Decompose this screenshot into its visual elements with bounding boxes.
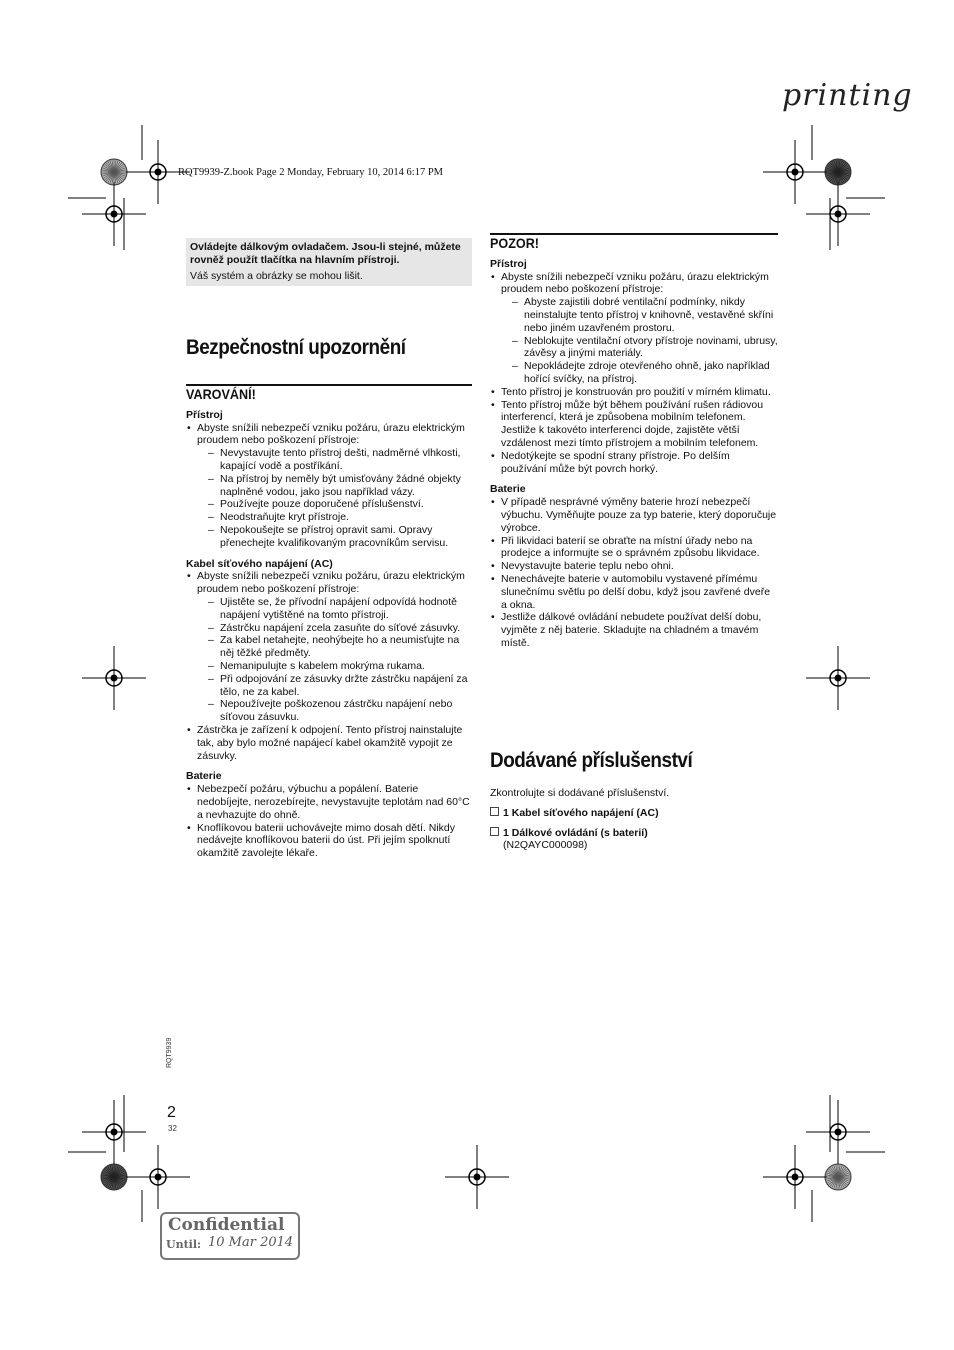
stamp-title: Confidential (168, 1215, 285, 1235)
dash-item: – Nepokoušejte se přístroj opravit sami. Opravy přenechejte kvalifikovaným pracovníkům servisu. (197, 524, 472, 550)
warning-groups (186, 409, 472, 860)
dash-item: – Zástrčku napájení zcela zasuňte do síťové zásuvky. (197, 622, 472, 635)
bullet-item (490, 399, 778, 450)
bullet-text: Nedotýkejte se spodní strany přístroje. Po delším používání může být povrch horký. (501, 449, 730, 475)
warning-section (186, 384, 472, 860)
bullet-item (490, 560, 778, 573)
registration-dot (111, 211, 118, 218)
caution-section (490, 233, 778, 650)
accessory-note: (N2QAYC000098) (503, 839, 588, 852)
bullet-text: V případě nesprávné výměny baterie hrozí nebezpečí výbuchu. Vyměňujte pouze za typ baterie, který doporučuje výrobce. (501, 496, 777, 534)
dash-item: – Neodstraňujte kryt přístroje. (197, 511, 472, 524)
registration-dot (835, 675, 842, 682)
dash-item: – Nemanipulujte s kabelem mokrýma rukama. (197, 660, 472, 673)
bullet-text: Tento přístroj je konstruován pro použití v mírném klimatu. (501, 385, 771, 398)
bullet-item (186, 422, 472, 550)
bullet-list (490, 496, 778, 650)
dash-item: – Za kabel netahejte, neohýbejte ho a neumisťujte na něj těžké předměty. (197, 634, 472, 660)
accessories-title: Dodávané příslušenství (490, 749, 693, 772)
bullet-text: Jestliže dálkové ovládání nebudete používat delší dobu, vyjměte z něj baterie. Skladujte na chladném a tmavém místě. (501, 611, 762, 649)
bullet-text: Abyste snížili nebezpečí vzniku požáru, úrazu elektrickým proudem nebo poškození přístroje: (197, 570, 465, 596)
bullet-item (490, 450, 778, 476)
bullet-item (186, 724, 472, 762)
accessories-list (490, 787, 778, 852)
checkbox-icon (490, 827, 499, 836)
registration-dot (792, 169, 799, 176)
subheading: Kabel síťového napájení (AC) (186, 557, 333, 570)
bullet-text: Tento přístroj může být během používání rušen rádiovou interferencí, která je způsobena mobilním telefonem. Jestliže k takovéto interferenci dojde, zajistěte větší vzdálenost mezi tímto přístrojem a mobilním telefonem. (501, 398, 764, 449)
bullet-text: Zástrčka je zařízení k odpojení. Tento přístroj nainstalujte tak, aby bylo možné napájecí kabel okamžitě vypojit ze zásuvky. (197, 723, 463, 762)
registration-dot (792, 1174, 799, 1181)
page-number: 2 (167, 1104, 176, 1121)
bullet-list (490, 271, 778, 476)
bullet-item (490, 271, 778, 386)
operation-note (186, 238, 472, 286)
bullet-text: Nevystavujte baterie teplu nebo ohni. (501, 560, 674, 573)
bullet-item (186, 783, 472, 821)
bullet-item (490, 611, 778, 649)
subheading: Přístroj (186, 408, 223, 421)
printing-label: printing (782, 78, 913, 113)
note-bold: Ovládejte dálkovým ovladačem. Jsou-li stejné, můžete rovněž použít tlačítka na hlavním přístroji. (190, 241, 461, 266)
side-code: RQT9939 (166, 1037, 173, 1068)
bullet-item (490, 573, 778, 611)
accessory-item (490, 827, 778, 853)
registration-dot (155, 169, 162, 176)
accessory-label: 1 Dálkové ovládání (s baterií) (503, 826, 648, 839)
subheading: Baterie (186, 770, 222, 783)
accessory-item (490, 807, 778, 820)
bullet-item (490, 386, 778, 399)
page-sub-number: 32 (168, 1124, 177, 1133)
registration-dot (835, 1129, 842, 1136)
dash-item: – Používejte pouze doporučené příslušenství. (197, 498, 472, 511)
dash-item: – Abyste zajistili dobré ventilační podmínky, nikdy neinstalujte tento přístroj v knihovně, vestavěné skříni nebo jiném uzavřeném prostoru. (501, 296, 778, 334)
bullet-item (186, 822, 472, 860)
registration-dot (111, 1129, 118, 1136)
dash-item: – Ujistěte se, že přívodní napájení odpovídá hodnotě napájení vytištěné na tomto přístroji. (197, 596, 472, 622)
bullet-item (490, 496, 778, 534)
bullet-list (186, 783, 472, 860)
warning-heading: VAROVÁNÍ! (186, 386, 256, 402)
bullet-item (490, 535, 778, 561)
bullet-text: Při likvidaci baterií se obraťte na místní úřady nebo na prodejce a informujte se o správném způsobu likvidace. (501, 534, 760, 560)
checkbox-icon (490, 807, 499, 816)
safety-title: Bezpečnostní upozornění (186, 336, 406, 359)
registration-dot (474, 1174, 481, 1181)
registration-dot (155, 1174, 162, 1181)
caution-heading: POZOR! (490, 235, 540, 251)
bullet-text: Nenechávejte baterie v automobilu vystavené přímému slunečnímu světlu po delší dobu, když jsou zavřené dveře a okna. (501, 572, 771, 611)
dash-item: – Nevystavujte tento přístroj dešti, nadměrné vlhkosti, kapající vodě a postříkání. (197, 447, 472, 473)
bullet-text: Abyste snížili nebezpečí vzniku požáru, úrazu elektrickým proudem nebo poškození přístroje: (501, 270, 769, 296)
caution-groups (490, 258, 778, 650)
bullet-item (186, 570, 472, 724)
subheading: Přístroj (490, 257, 527, 270)
book-info-line: RQT9939-Z.book Page 2 Monday, February 10, 2014 6:17 PM (178, 167, 444, 178)
subheading: Baterie (490, 483, 526, 496)
dash-item: – Na přístroj by neměly být umisťovány žádné objekty naplněné vodou, jako jsou například vázy. (197, 473, 472, 499)
registration-dot (835, 211, 842, 218)
registration-dot (111, 675, 118, 682)
bullet-text: Abyste snížili nebezpečí vzniku požáru, úrazu elektrickým proudem nebo poškození přístroje: (197, 421, 465, 447)
accessory-label: 1 Kabel síťového napájení (AC) (503, 806, 659, 819)
dash-item: – Neblokujte ventilační otvory přístroje novinami, ubrusy, závěsy a jinými materiály. (501, 335, 778, 361)
bullet-list (186, 570, 472, 762)
accessories-intro: Zkontrolujte si dodávané příslušenství. (490, 787, 670, 799)
bullet-text: Knoflíkovou baterii uchovávejte mimo dosah dětí. Nikdy nedávejte knoflíkovou baterii do úst. Při jejím spolknutí okamžitě zavolejte lékaře. (197, 821, 455, 860)
bullet-text: Nebezpečí požáru, výbuchu a popálení. Baterie nedobíjejte, nerozebírejte, nevystavujte teplotám nad 60°C a nevhazujte do ohně. (197, 783, 470, 821)
dash-item: – Nepokládejte zdroje otevřeného ohně, jako například hořící svíčky, na přístroj. (501, 360, 778, 386)
dash-list (501, 296, 778, 386)
dash-item: – Nepoužívejte poškozenou zástrčku napájení nebo síťovou zásuvku. (197, 698, 472, 724)
dash-item: – Při odpojování ze zásuvky držte zástrčku napájení za tělo, ne za kabel. (197, 673, 472, 699)
note-regular: Váš systém a obrázky se mohou lišit. (190, 270, 363, 282)
confidential-stamp (160, 1212, 300, 1260)
bullet-list (186, 422, 472, 550)
dash-list (197, 447, 472, 549)
stamp-date: 10 Mar 2014 (208, 1235, 294, 1250)
dash-list (197, 596, 472, 724)
stamp-until-label: Until: (166, 1238, 202, 1251)
